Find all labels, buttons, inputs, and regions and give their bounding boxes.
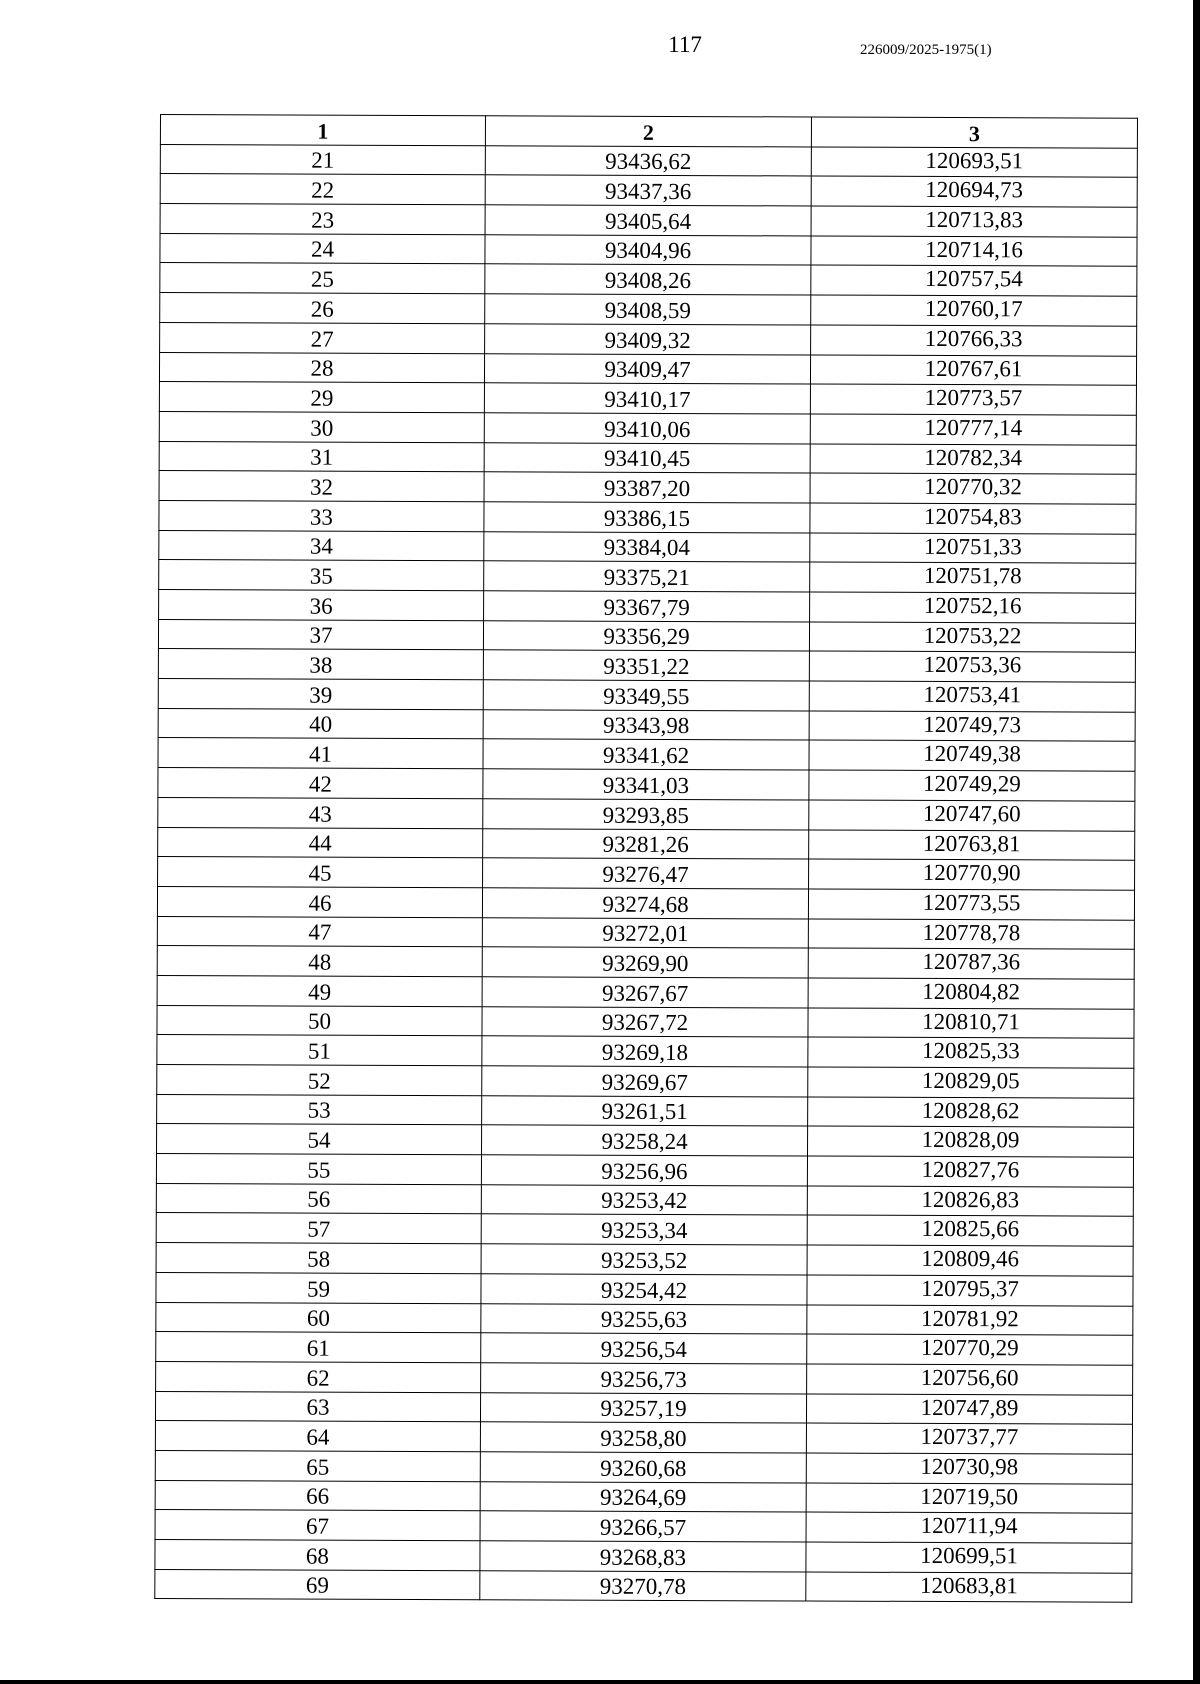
table-row xyxy=(157,886,1134,919)
table-cell: 24 xyxy=(160,233,485,264)
table-cell: 120828,62 xyxy=(808,1097,1134,1128)
table-row xyxy=(155,1450,1132,1483)
table-row xyxy=(160,263,1137,296)
table-cell: 120711,94 xyxy=(806,1512,1132,1543)
table-cell: 120713,83 xyxy=(811,206,1137,237)
table-row xyxy=(158,619,1135,652)
table-cell: 120829,05 xyxy=(808,1067,1134,1098)
table-cell: 120828,09 xyxy=(808,1126,1134,1157)
table-row xyxy=(157,1124,1134,1157)
table-cell: 27 xyxy=(160,322,485,353)
table-cell: 93343,98 xyxy=(483,709,809,740)
table-cell: 43 xyxy=(158,797,483,828)
table-cell: 120747,89 xyxy=(806,1394,1132,1425)
table-row xyxy=(156,1332,1133,1365)
table-row xyxy=(158,857,1135,890)
table-cell: 120770,32 xyxy=(810,473,1136,504)
column-header: 3 xyxy=(811,117,1137,148)
table-row xyxy=(157,1094,1134,1127)
table-cell: 38 xyxy=(158,649,483,680)
table-cell: 93253,42 xyxy=(481,1184,807,1215)
table-cell: 93384,04 xyxy=(484,531,810,562)
table-cell: 120763,81 xyxy=(809,829,1135,860)
table-row xyxy=(158,768,1135,801)
column-header: 2 xyxy=(485,116,811,147)
table-cell: 93367,79 xyxy=(484,591,810,622)
table-cell: 68 xyxy=(155,1539,480,1570)
table-cell: 93258,24 xyxy=(482,1125,808,1156)
table-cell: 120756,60 xyxy=(807,1364,1133,1395)
table-cell: 120694,73 xyxy=(811,176,1137,207)
table-row xyxy=(158,797,1135,830)
table-cell: 120753,41 xyxy=(809,681,1135,712)
table-cell: 93341,62 xyxy=(483,739,809,770)
table-cell: 93410,45 xyxy=(484,442,810,473)
table-cell: 93260,68 xyxy=(480,1452,806,1483)
table-cell: 120795,37 xyxy=(807,1275,1133,1306)
table-cell: 28 xyxy=(159,352,484,383)
table-cell: 93386,15 xyxy=(484,502,810,533)
table-cell: 36 xyxy=(159,589,484,620)
table-cell: 120804,82 xyxy=(808,978,1134,1009)
table-row xyxy=(156,1183,1133,1216)
table-cell: 93293,85 xyxy=(483,799,809,830)
table-cell: 66 xyxy=(155,1480,480,1511)
table-cell: 93267,72 xyxy=(482,1006,808,1037)
table-cell: 23 xyxy=(160,204,485,235)
table-cell: 93404,96 xyxy=(485,234,811,265)
table-row xyxy=(160,174,1137,207)
table-cell: 120760,17 xyxy=(811,295,1137,326)
table-row xyxy=(157,1005,1134,1038)
table-cell: 93256,96 xyxy=(481,1155,807,1186)
table-cell: 93409,32 xyxy=(485,324,811,355)
table-cell: 57 xyxy=(156,1213,481,1244)
table-row xyxy=(158,708,1135,741)
table-cell: 60 xyxy=(156,1302,481,1333)
table-cell: 120719,50 xyxy=(806,1483,1132,1514)
table-cell: 120770,29 xyxy=(807,1334,1133,1365)
table-cell: 93254,42 xyxy=(481,1274,807,1305)
table-cell: 62 xyxy=(156,1361,481,1392)
table-row xyxy=(158,827,1135,860)
table-cell: 93274,68 xyxy=(482,888,808,919)
table-cell: 93255,63 xyxy=(481,1303,807,1334)
table-cell: 58 xyxy=(156,1243,481,1274)
table-cell: 93356,29 xyxy=(483,620,809,651)
table-cell: 67 xyxy=(155,1510,480,1541)
table-cell: 93410,17 xyxy=(484,383,810,414)
table-row xyxy=(155,1480,1132,1513)
table-row xyxy=(160,293,1137,326)
table-row xyxy=(155,1391,1132,1424)
table-cell: 93253,52 xyxy=(481,1244,807,1275)
coordinates-table-container xyxy=(154,114,1137,1603)
table-cell: 120781,92 xyxy=(807,1304,1133,1335)
table-row xyxy=(156,1272,1133,1305)
table-cell: 25 xyxy=(160,263,485,294)
table-cell: 41 xyxy=(158,738,483,769)
table-cell: 93437,36 xyxy=(485,175,811,206)
table-cell: 48 xyxy=(157,946,482,977)
table-cell: 120766,33 xyxy=(811,325,1137,356)
table-cell: 39 xyxy=(158,679,483,710)
table-row xyxy=(156,1154,1133,1187)
table-row xyxy=(159,500,1136,533)
table-row xyxy=(159,560,1136,593)
table-cell: 61 xyxy=(156,1332,481,1363)
table-cell: 93261,51 xyxy=(482,1095,808,1126)
table-cell: 93409,47 xyxy=(484,353,810,384)
table-cell: 93349,55 xyxy=(483,680,809,711)
table-cell: 120683,81 xyxy=(806,1572,1132,1603)
table-cell: 120825,33 xyxy=(808,1037,1134,1068)
table-row xyxy=(160,322,1137,355)
table-cell: 31 xyxy=(159,441,484,472)
page-number: 117 xyxy=(668,32,702,57)
table-body xyxy=(155,144,1138,1602)
table-cell: 120751,33 xyxy=(810,533,1136,564)
table-cell: 40 xyxy=(158,708,483,739)
table-row xyxy=(159,411,1136,444)
table-cell: 50 xyxy=(157,1005,482,1036)
table-cell: 22 xyxy=(160,174,485,205)
table-cell: 65 xyxy=(155,1450,480,1481)
table-cell: 64 xyxy=(155,1421,480,1452)
table-cell: 35 xyxy=(159,560,484,591)
table-cell: 120810,71 xyxy=(808,1008,1134,1039)
table-cell: 55 xyxy=(156,1154,481,1185)
table-cell: 93253,34 xyxy=(481,1214,807,1245)
table-row xyxy=(158,649,1135,682)
table-cell: 37 xyxy=(158,619,483,650)
table-row xyxy=(160,204,1137,237)
table-cell: 120753,22 xyxy=(809,622,1135,653)
table-row xyxy=(157,946,1134,979)
table-cell: 93276,47 xyxy=(483,858,809,889)
table-cell: 93268,83 xyxy=(480,1541,806,1572)
table-row xyxy=(157,916,1134,949)
table-cell: 120751,78 xyxy=(810,562,1136,593)
table-cell: 93410,06 xyxy=(484,413,810,444)
table-cell: 93256,73 xyxy=(481,1363,807,1394)
table-cell: 93281,26 xyxy=(483,828,809,859)
table-cell: 93270,78 xyxy=(480,1570,806,1601)
table-row xyxy=(155,1569,1132,1602)
table-row xyxy=(159,471,1136,504)
table-cell: 120825,66 xyxy=(807,1215,1133,1246)
table-cell: 120809,46 xyxy=(807,1245,1133,1276)
table-cell: 120778,78 xyxy=(808,919,1134,950)
table-cell: 120737,77 xyxy=(806,1423,1132,1454)
table-cell: 93272,01 xyxy=(482,917,808,948)
column-header: 1 xyxy=(160,115,485,146)
table-cell: 93258,80 xyxy=(480,1422,806,1453)
table-row xyxy=(159,441,1136,474)
table-cell: 120749,29 xyxy=(809,770,1135,801)
table-row xyxy=(159,382,1136,415)
table-cell: 93375,21 xyxy=(484,561,810,592)
table-row xyxy=(158,679,1135,712)
table-row xyxy=(159,352,1136,385)
table-cell: 45 xyxy=(158,857,483,888)
table-cell: 93267,67 xyxy=(482,977,808,1008)
table-cell: 32 xyxy=(159,471,484,502)
table-cell: 93264,69 xyxy=(480,1481,806,1512)
table-cell: 93269,18 xyxy=(482,1036,808,1067)
table-cell: 120699,51 xyxy=(806,1542,1132,1573)
table-cell: 51 xyxy=(157,1035,482,1066)
table-cell: 120770,90 xyxy=(809,859,1135,890)
coordinates-table xyxy=(154,114,1138,1603)
table-cell: 120693,51 xyxy=(811,147,1137,178)
table-cell: 93256,54 xyxy=(481,1333,807,1364)
table-cell: 93436,62 xyxy=(485,145,811,176)
table-cell: 63 xyxy=(155,1391,480,1422)
table-cell: 120777,14 xyxy=(810,414,1136,445)
table-row xyxy=(157,1064,1134,1097)
table-cell: 120752,16 xyxy=(810,592,1136,623)
table-cell: 93257,19 xyxy=(480,1392,806,1423)
table-row xyxy=(155,1421,1132,1454)
table-cell: 120753,36 xyxy=(809,651,1135,682)
table-cell: 44 xyxy=(158,827,483,858)
table-row xyxy=(156,1243,1133,1276)
table-cell: 120749,38 xyxy=(809,740,1135,771)
table-cell: 93269,67 xyxy=(482,1066,808,1097)
table-cell: 21 xyxy=(160,144,485,175)
table-cell: 120827,76 xyxy=(807,1156,1133,1187)
table-cell: 120767,61 xyxy=(810,354,1136,385)
table-cell: 93405,64 xyxy=(485,205,811,236)
table-cell: 33 xyxy=(159,500,484,531)
table-cell: 29 xyxy=(159,382,484,413)
table-cell: 52 xyxy=(157,1064,482,1095)
table-cell: 34 xyxy=(159,530,484,561)
table-cell: 93387,20 xyxy=(484,472,810,503)
table-row xyxy=(160,233,1137,266)
table-cell: 93341,03 xyxy=(483,769,809,800)
table-row xyxy=(155,1510,1132,1543)
document-number: 226009/2025-1975(1) xyxy=(860,42,992,58)
table-row xyxy=(157,975,1134,1008)
table-cell: 93408,26 xyxy=(485,264,811,295)
table-cell: 26 xyxy=(160,293,485,324)
table-cell: 120730,98 xyxy=(806,1453,1132,1484)
table-cell: 120754,83 xyxy=(810,503,1136,534)
table-cell: 120773,57 xyxy=(810,384,1136,415)
table-cell: 46 xyxy=(157,886,482,917)
table-cell: 120826,83 xyxy=(807,1186,1133,1217)
table-cell: 120714,16 xyxy=(811,236,1137,267)
table-header-row xyxy=(160,115,1137,148)
table-cell: 47 xyxy=(157,916,482,947)
table-cell: 120747,60 xyxy=(809,800,1135,831)
table-row xyxy=(160,144,1137,177)
table-cell: 49 xyxy=(157,975,482,1006)
table-cell: 30 xyxy=(159,411,484,442)
table-cell: 120749,73 xyxy=(809,711,1135,742)
table-cell: 93269,90 xyxy=(482,947,808,978)
table-row xyxy=(159,589,1136,622)
table-cell: 56 xyxy=(156,1183,481,1214)
table-cell: 120782,34 xyxy=(810,444,1136,475)
table-row xyxy=(157,1035,1134,1068)
table-row xyxy=(156,1213,1133,1246)
table-row xyxy=(158,738,1135,771)
table-cell: 53 xyxy=(157,1094,482,1125)
table-row xyxy=(156,1361,1133,1394)
table-cell: 120757,54 xyxy=(811,265,1137,296)
table-row xyxy=(156,1302,1133,1335)
table-cell: 42 xyxy=(158,768,483,799)
table-cell: 59 xyxy=(156,1272,481,1303)
table-cell: 54 xyxy=(157,1124,482,1155)
table-cell: 93351,22 xyxy=(483,650,809,681)
table-cell: 93266,57 xyxy=(480,1511,806,1542)
table-cell: 120787,36 xyxy=(808,948,1134,979)
table-cell: 69 xyxy=(155,1569,480,1600)
table-row xyxy=(155,1539,1132,1572)
table-cell: 120773,55 xyxy=(808,889,1134,920)
table-cell: 93408,59 xyxy=(485,294,811,325)
table-row xyxy=(159,530,1136,563)
